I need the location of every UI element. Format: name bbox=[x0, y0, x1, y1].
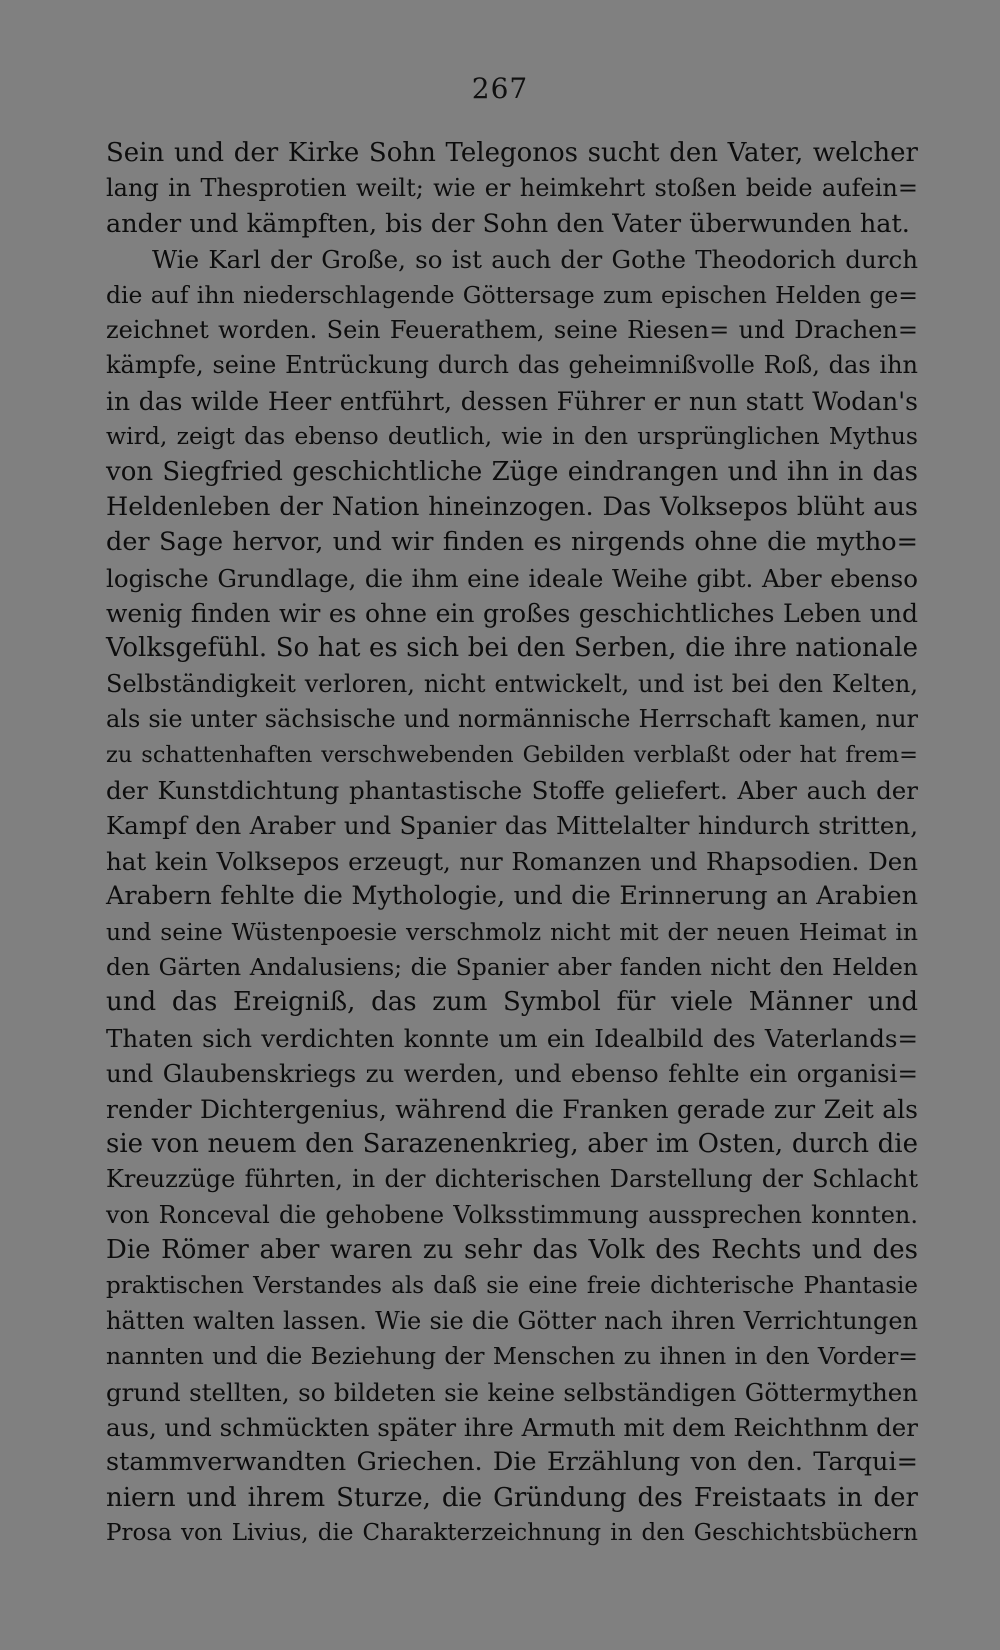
text-line: Sein und der Kirke Sohn Telegonos sucht den Vater, welcher bbox=[106, 138, 918, 168]
text-line: hat kein Volksepos erzeugt, nur Romanzen und Rhapsodien. Den bbox=[106, 846, 918, 876]
text-line: wird, zeigt das ebenso deutlich, wie in den ursprünglichen Mythus bbox=[106, 422, 918, 451]
text-line: der Sage hervor, und wir finden es nirgends ohne die mytho= bbox=[106, 527, 918, 558]
text-line: Die Römer aber waren zu sehr das Volk des Rechts und des bbox=[106, 1235, 918, 1266]
text-line: zu schattenhaften verschwebenden Gebilden verblaßt oder hat frem= bbox=[106, 741, 918, 768]
text-line: und Glaubenskriegs zu werden, und ebenso fehlte ein organisi= bbox=[106, 1059, 918, 1089]
text-line: Kampf den Araber und Spanier das Mittelalter hindurch stritten, bbox=[106, 811, 918, 841]
text-line: von Ronceval die gehobene Volksstimmung aussprechen konnten. bbox=[106, 1200, 918, 1229]
text-line: und seine Wüstenpoesie verschmolz nicht mit der neuen Heimat in bbox=[106, 917, 918, 946]
text-line: stammverwandten Griechen. Die Erzählung von den. Tarqui= bbox=[106, 1447, 918, 1478]
text-line: Selbständigkeit verloren, nicht entwickelt, und ist bei den Kelten, bbox=[106, 669, 918, 698]
text-line: Kreuzzüge führten, in der dichterischen Darstellung der Schlacht bbox=[106, 1165, 918, 1194]
text-line: kämpfe, seine Entrückung durch das geheimnißvolle Roß, das ihn bbox=[106, 351, 918, 380]
text-line: logische Grundlage, die ihm eine ideale Weihe gibt. Aber ebenso bbox=[106, 563, 918, 593]
text-line: aus, und schmückten später ihre Armuth mit dem Reichthnm der bbox=[106, 1413, 918, 1443]
text-line: zeichnet worden. Sein Feuerathem, seine Riesen= und Drachen= bbox=[106, 315, 918, 344]
text-line: grund stellten, so bildeten sie keine selbständigen Göttermythen bbox=[106, 1377, 918, 1407]
text-line: nannten und die Beziehung der Menschen zu ihnen in den Vorder= bbox=[106, 1342, 918, 1371]
text-line: niern und ihrem Sturze, die Gründung des Freistaats in der bbox=[106, 1482, 918, 1513]
text-line: lang in Thesprotien weilt; wie er heimkehrt stoßen beide aufein= bbox=[106, 174, 918, 203]
text-line: Arabern fehlte die Mythologie, und die Erinnerung an Arabien bbox=[106, 881, 918, 912]
text-line: der Kunstdichtung phantastische Stoffe geliefert. Aber auch der bbox=[106, 776, 918, 806]
text-line: hätten walten lassen. Wie sie die Götter nach ihren Verrichtungen bbox=[106, 1306, 918, 1335]
page-body-text bbox=[106, 136, 918, 1552]
text-line: als sie unter sächsische und normännische Herrschaft kamen, nur bbox=[106, 705, 918, 734]
text-line: render Dichtergenius, während die Franken gerade zur Zeit als bbox=[106, 1094, 918, 1124]
text-line: praktischen Verstandes als daß sie eine freie dichterische Phantasie bbox=[106, 1272, 918, 1299]
text-line: Volksgefühl. So hat es sich bei den Serben, die ihre nationale bbox=[106, 633, 918, 664]
text-line: und das Ereigniß, das zum Symbol für viele Männer und bbox=[106, 987, 918, 1018]
text-line: Thaten sich verdichten konnte um ein Idealbild des Vaterlands= bbox=[106, 1023, 918, 1053]
text-line: Heldenleben der Nation hineinzogen. Das Volksepos blüht aus bbox=[106, 491, 918, 522]
text-line: ander und kämpften, bis der Sohn den Vater überwunden hat. bbox=[106, 208, 910, 239]
text-line: von Siegfried geschichtliche Züge eindrangen und ihn in das bbox=[106, 456, 918, 487]
text-line: den Gärten Andalusiens; die Spanier aber fanden nicht den Helden bbox=[106, 952, 918, 981]
text-line: sie von neuem den Sarazenenkrieg, aber im Osten, durch die bbox=[106, 1128, 918, 1159]
text-line: Prosa von Livius, die Charakterzeichnung in den Geschichtsbüchern bbox=[106, 1520, 918, 1547]
text-line: Wie Karl der Große, so ist auch der Gothe Theodorich durch bbox=[152, 245, 918, 275]
text-line: in das wilde Heer entführt, dessen Führer er nun statt Wodan's bbox=[106, 386, 918, 416]
page-number: 267 bbox=[471, 72, 529, 105]
text-line: wenig finden wir es ohne ein großes geschichtliches Leben und bbox=[106, 599, 918, 629]
text-line: die auf ihn niederschlagende Göttersage zum epischen Helden ge= bbox=[106, 280, 918, 309]
